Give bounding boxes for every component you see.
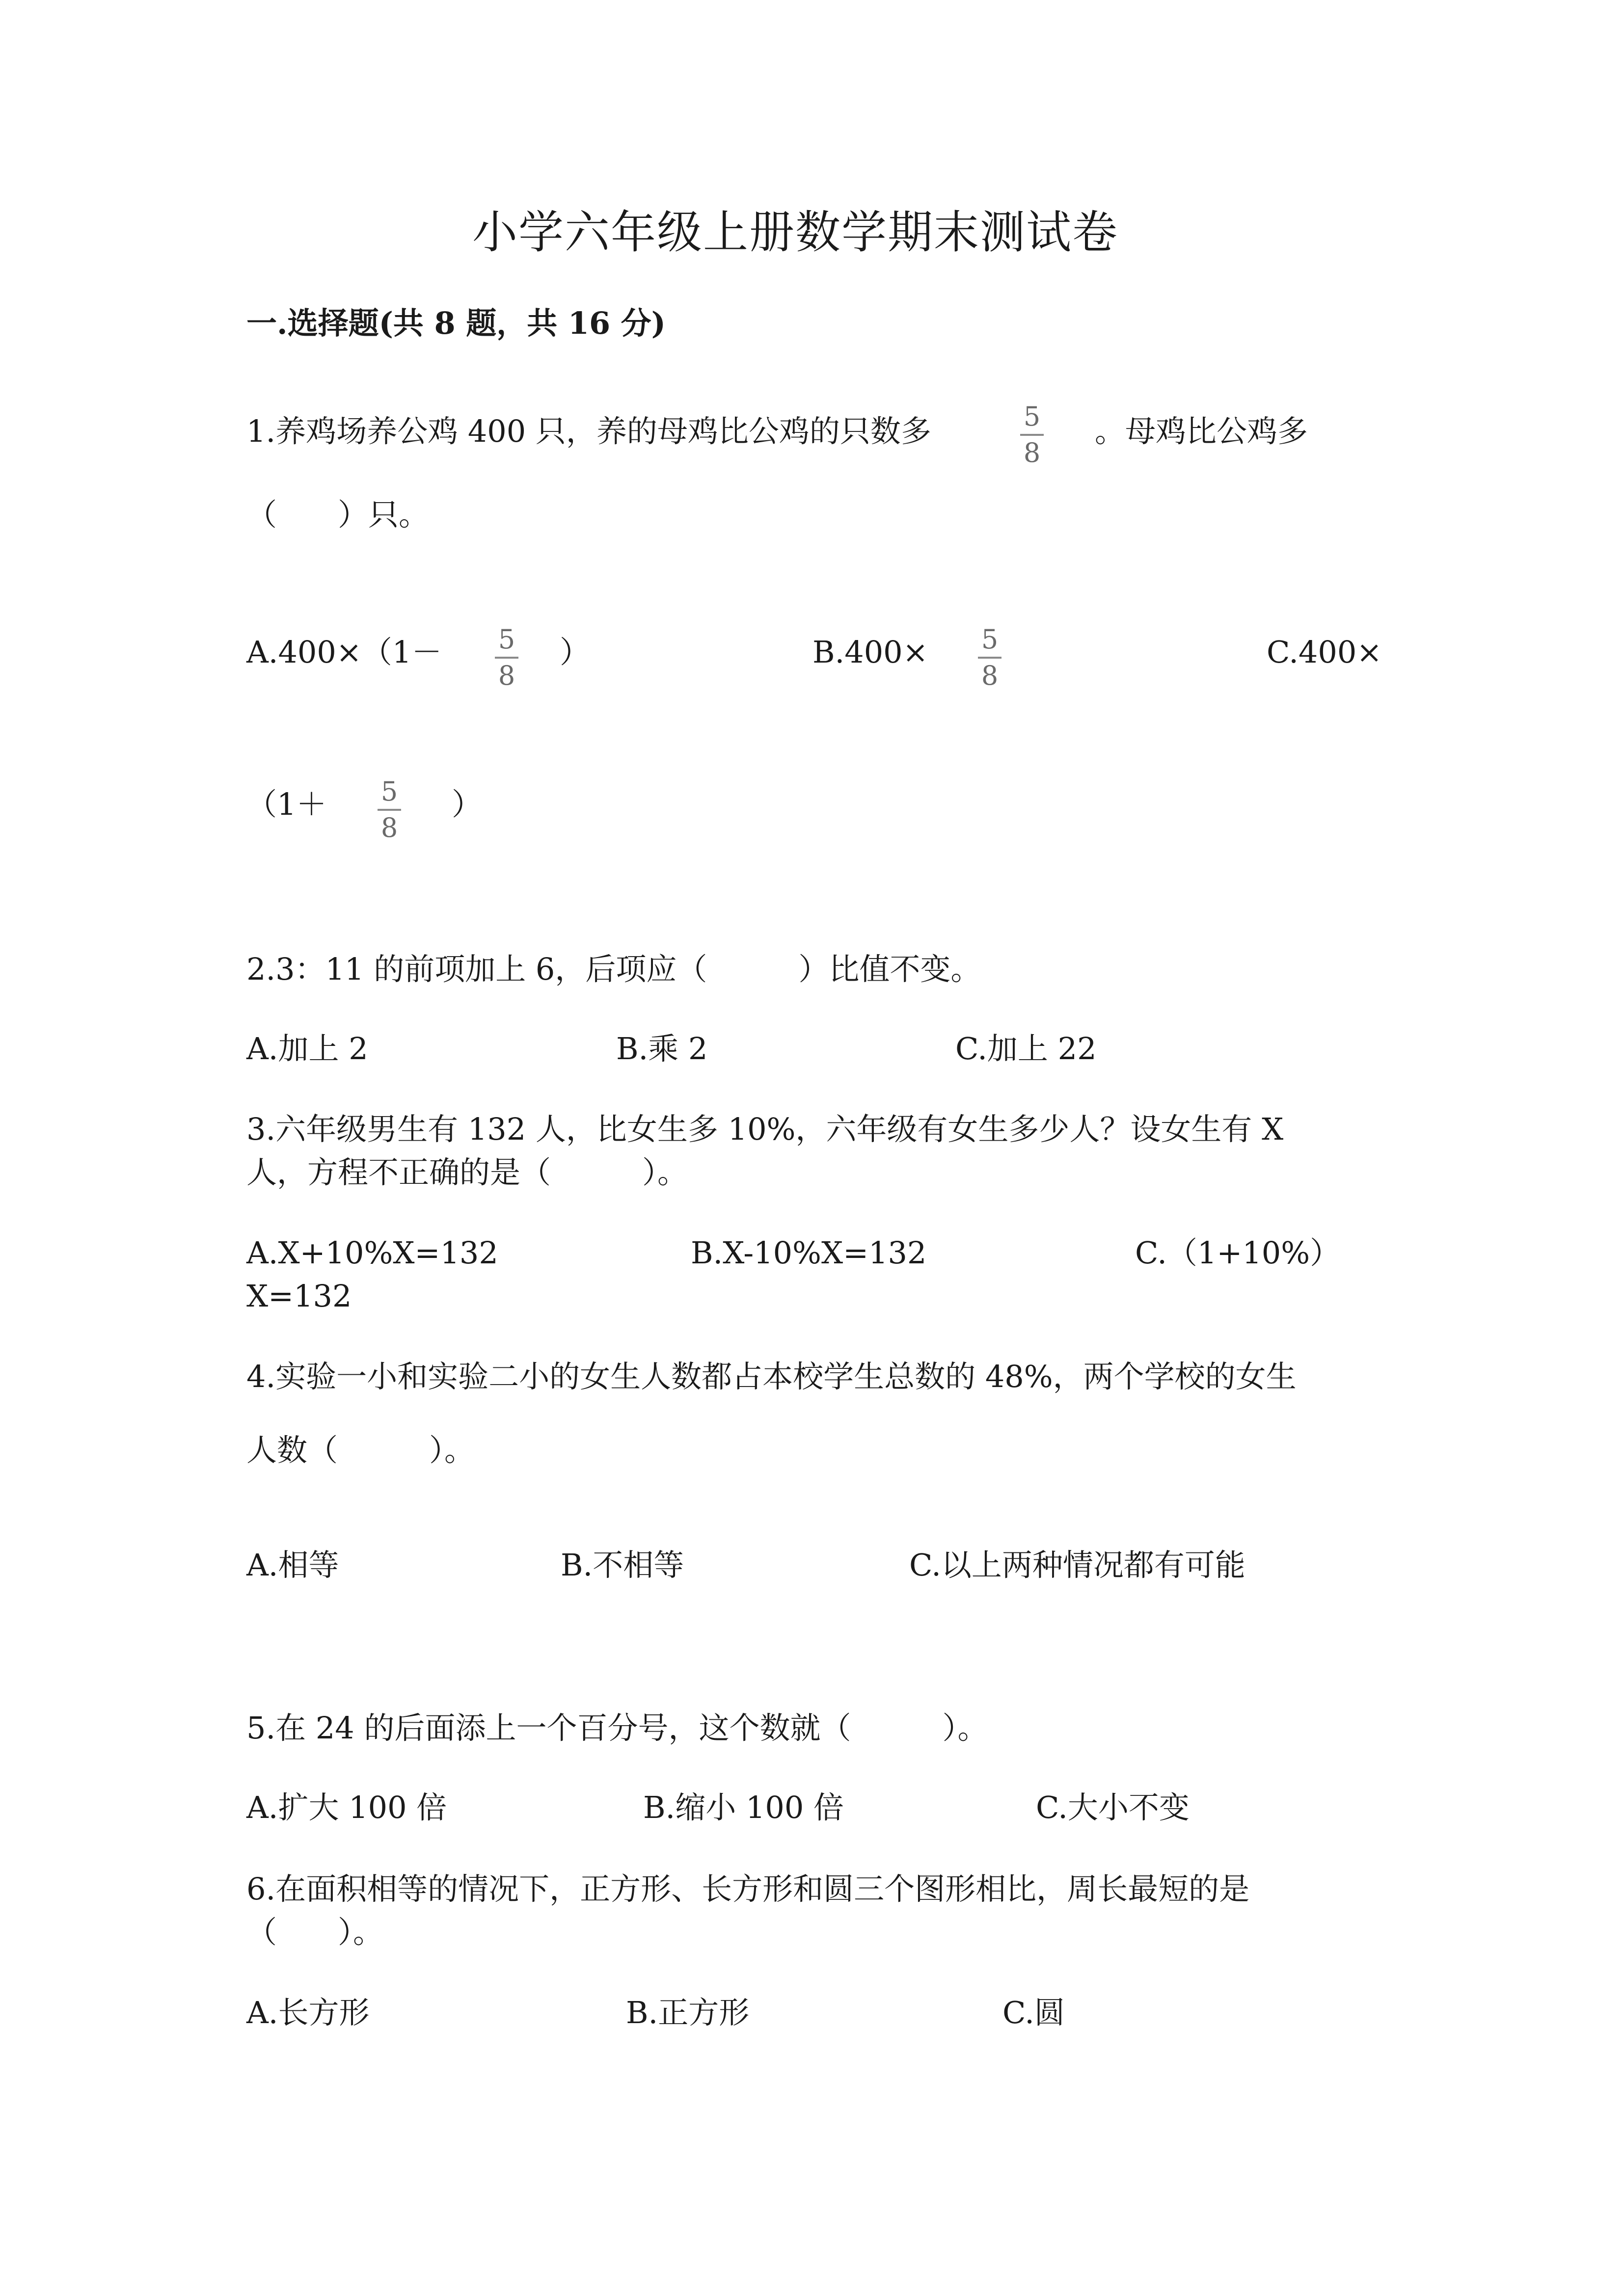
option-b: B.正方形: [626, 1995, 750, 2030]
option-c-close: ）: [452, 786, 483, 822]
fraction-bar: [978, 657, 1001, 659]
option-b: B.乘 2: [616, 1031, 708, 1067]
fraction-denominator: 8: [1023, 437, 1041, 468]
fraction-five-eighths: [492, 626, 521, 689]
question-1-stem-line2: （ ）只。: [246, 497, 430, 533]
option-c: C.圆: [1002, 1995, 1065, 2030]
question-6-stem-line2: （ ）。: [246, 1914, 384, 1950]
option-a: A.相等: [246, 1547, 339, 1583]
fraction-bar: [1020, 434, 1044, 436]
question-6-stem-line1: 6.在面积相等的情况下，正方形、长方形和圆三个图形相比，周长最短的是: [246, 1871, 1250, 1907]
option-b: B.400×: [812, 634, 928, 670]
question-4-stem-line2: 人数（ ）。: [246, 1432, 475, 1468]
question-3-stem-line1: 3.六年级男生有 132 人，比女生多 10%，六年级有女生多少人？设女生有 X: [246, 1111, 1284, 1147]
option-c-continued: （1＋: [246, 786, 327, 822]
question-4-stem-line1: 4.实验一小和实验二小的女生人数都占本校学生总数的 48%，两个学校的女生: [246, 1359, 1297, 1394]
question-1-stem-part1: 1.养鸡场养公鸡 400 只，养的母鸡比公鸡的只数多: [246, 413, 931, 449]
option-a: A.400×（1－: [246, 634, 442, 670]
fraction-denominator: 8: [498, 660, 515, 691]
option-b: B.不相等: [561, 1547, 684, 1583]
option-c: C.大小不变: [1036, 1789, 1190, 1825]
option-b: B.X-10%X=132: [691, 1235, 927, 1271]
option-c: C.（1+10%）: [1135, 1235, 1341, 1271]
fraction-numerator: 5: [498, 624, 515, 655]
option-c: C.400×: [1267, 634, 1382, 670]
fraction-numerator: 5: [1023, 401, 1041, 432]
section-heading: 一.选择题(共 8 题，共 16 分): [246, 305, 666, 341]
fraction-denominator: 8: [981, 660, 999, 691]
fraction-five-eighths: [375, 778, 404, 841]
option-c: C.以上两种情况都有可能: [909, 1547, 1245, 1583]
option-b: B.缩小 100 倍: [643, 1789, 844, 1825]
fraction-bar: [495, 657, 518, 659]
option-a: A.X+10%X=132: [246, 1235, 498, 1271]
fraction-numerator: 5: [380, 776, 398, 807]
option-a-close: ）: [560, 634, 591, 670]
fraction-numerator: 5: [981, 624, 999, 655]
fraction-five-eighths: [1017, 403, 1047, 466]
option-a: A.扩大 100 倍: [246, 1789, 447, 1825]
page-title: 小学六年级上册数学期末测试卷: [472, 206, 1119, 259]
question-2-stem: 2.3：11 的前项加上 6，后项应（ ）比值不变。: [246, 951, 981, 987]
question-3-stem-line2: 人，方程不正确的是（ ）。: [246, 1154, 688, 1190]
option-c: C.加上 22: [955, 1031, 1097, 1067]
option-a: A.加上 2: [246, 1031, 368, 1067]
fraction-denominator: 8: [380, 812, 398, 843]
option-c-continued: X=132: [246, 1278, 352, 1314]
question-1-stem-part2: 。母鸡比公鸡多: [1095, 413, 1308, 449]
fraction-five-eighths: [975, 626, 1004, 689]
fraction-bar: [378, 809, 401, 811]
question-5-stem: 5.在 24 的后面添上一个百分号，这个数就（ ）。: [246, 1710, 988, 1746]
option-a: A.长方形: [246, 1995, 370, 2030]
